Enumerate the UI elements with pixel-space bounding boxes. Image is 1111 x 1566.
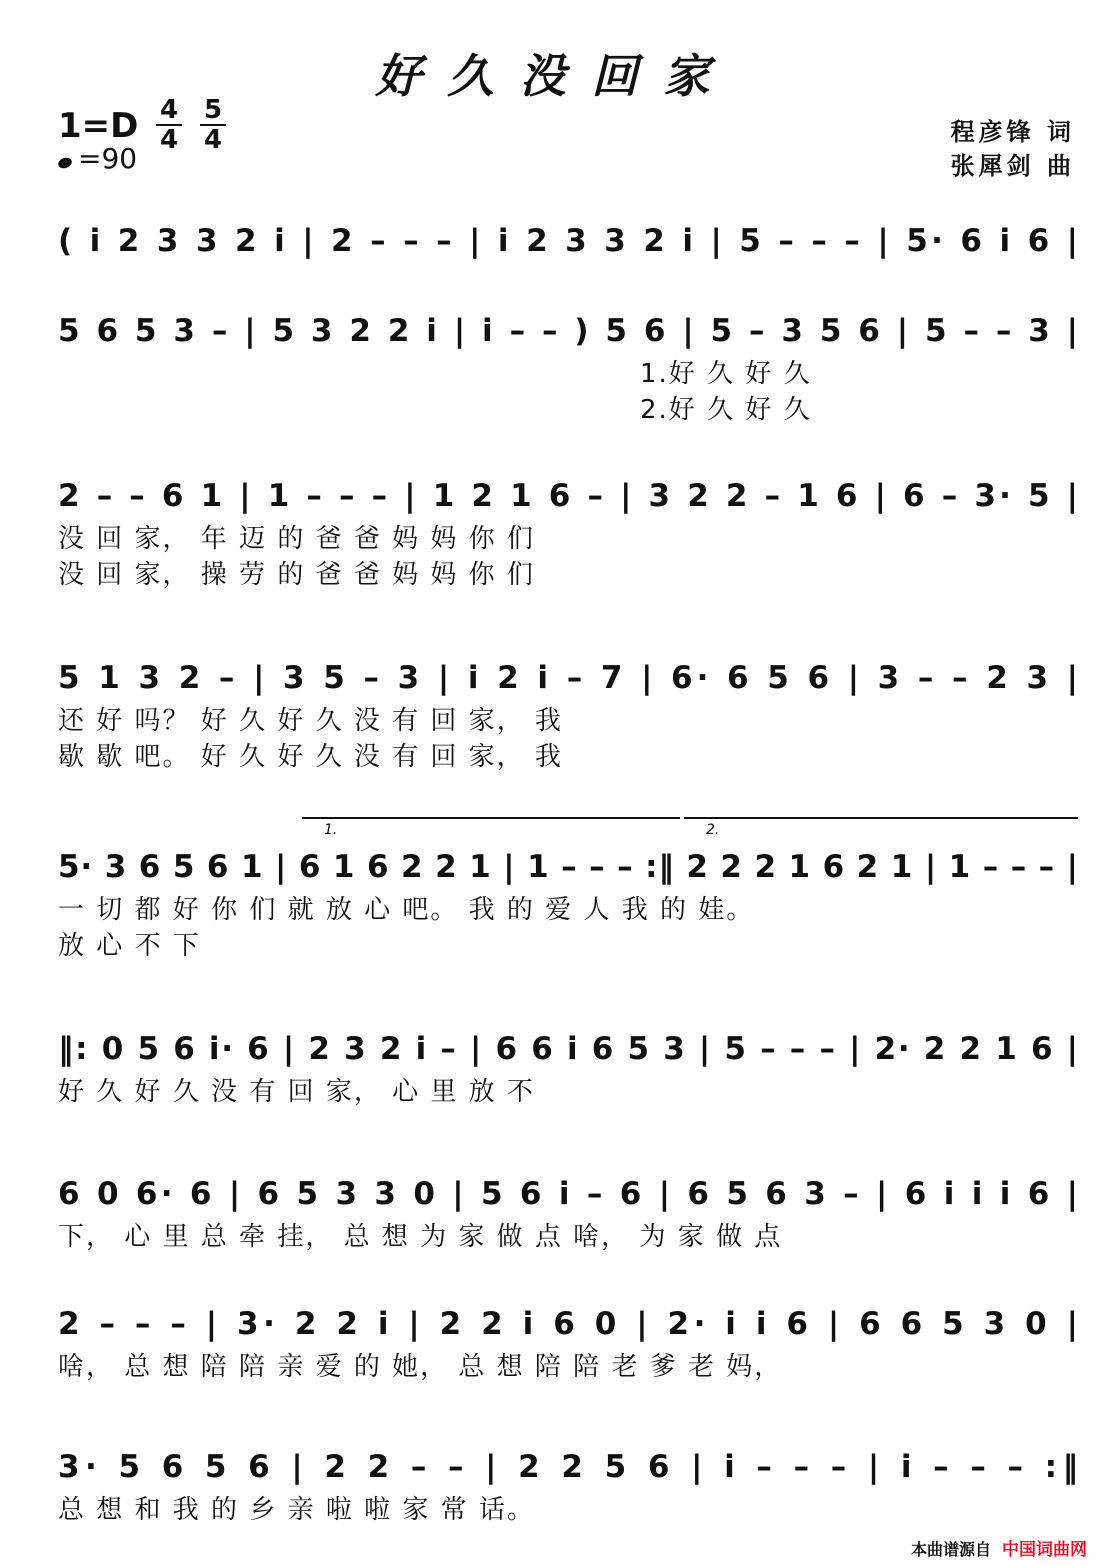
- lyric-line-3-1: 没 回 家， 年 迈 的 爸 爸 妈 妈 你 们: [58, 524, 535, 554]
- score-line-2: 5 6 5 3 – | 5 3 2 2 i | i – – ) 5 6 | 5 – 3 5 6 | 5 – – 3 |: [58, 313, 1079, 349]
- tempo-value: =90: [78, 142, 138, 175]
- footer-source-label: 本曲谱源自: [910, 1540, 991, 1559]
- lyric-line-4-2: 歇 歇 吧。 好 久 好 久 没 有 回 家， 我: [58, 742, 563, 772]
- lyric-line-3-2: 没 回 家， 操 劳 的 爸 爸 妈 妈 你 们: [58, 560, 535, 590]
- lyric-line-2-1: 1.好 久 好 久: [640, 359, 812, 389]
- score-line-1: ( i 2 3 3 2 i | 2 – – – | i 2 3 3 2 i | 5 – – – | 5· 6 i 6 |: [58, 223, 1079, 259]
- lyric-line-5-1: 一 切 都 好 你 们 就 放 心 吧。 我 的 爱 人 我 的 娃。: [58, 895, 755, 925]
- lyric-line-4-1: 还 好 吗？ 好 久 好 久 没 有 回 家， 我: [58, 706, 563, 736]
- lyricist-credit: 程彦锋 词: [950, 118, 1075, 146]
- lyric-line-6-1: 好 久 好 久 没 有 回 家， 心 里 放 不: [58, 1077, 535, 1107]
- lyric-line-5-2: 放 心 不 下: [58, 931, 201, 961]
- lyric-line-2-2: 2.好 久 好 久: [640, 395, 812, 425]
- time-signature-5-4: 5 4: [200, 98, 226, 152]
- lyric-line-9-1: 总 想 和 我 的 乡 亲 啦 啦 家 常 话。: [58, 1495, 535, 1525]
- score-line-8: 2 – – – | 3· 2 2 i | 2 2 i 6 0 | 2· i i 6 | 6 6 5 3 0 |: [58, 1306, 1078, 1342]
- footer-site-label: 中国词曲网: [1002, 1540, 1087, 1560]
- volta-label-2: 2.: [706, 822, 720, 838]
- key-signature: 1=D: [58, 106, 139, 146]
- lyric-line-8-1: 啥， 总 想 陪 陪 亲 爱 的 她， 总 想 陪 陪 老 爹 老 妈，: [58, 1352, 783, 1382]
- score-line-6: ‖: 0 5 6 i· 6 | 2 3 2 i – | 6 6 i 6 5 3 | 5 – – – | 2· 2 2 1 6 |: [58, 1031, 1078, 1067]
- lyric-line-7-1: 下， 心 里 总 牵 挂， 总 想 为 家 做 点 啥， 为 家 做 点: [58, 1222, 783, 1252]
- score-line-7: 6 0 6· 6 | 6 5 3 3 0 | 5 6 i – 6 | 6 5 6 3 – | 6 i i i 6 |: [58, 1176, 1078, 1212]
- time-signature-4-4: 4 4: [156, 98, 182, 152]
- composer-credit: 张犀剑 曲: [950, 152, 1075, 180]
- score-line-5: 5· 3 6 5 6 1 | 6 1 6 2 2 1 | 1 – – – :‖ 2 2 2 1 6 2 1 | 1 – – – |: [58, 849, 1078, 885]
- page-title: 好久没回家: [375, 49, 736, 103]
- score-line-3: 2 – – 6 1 | 1 – – – | 1 2 1 6 – | 3 2 2 – 1 6 | 6 – 3· 5 |: [58, 478, 1079, 514]
- volta-label-1: 1.: [324, 822, 338, 838]
- score-line-9: 3· 5 6 5 6 | 2 2 – – | 2 2 5 6 | i – – – | i – – – :‖: [58, 1449, 1078, 1485]
- score-line-4: 5 1 3 2 – | 3 5 – 3 | i 2 i – 7 | 6· 6 5 6 | 3 – – 2 3 |: [58, 660, 1078, 696]
